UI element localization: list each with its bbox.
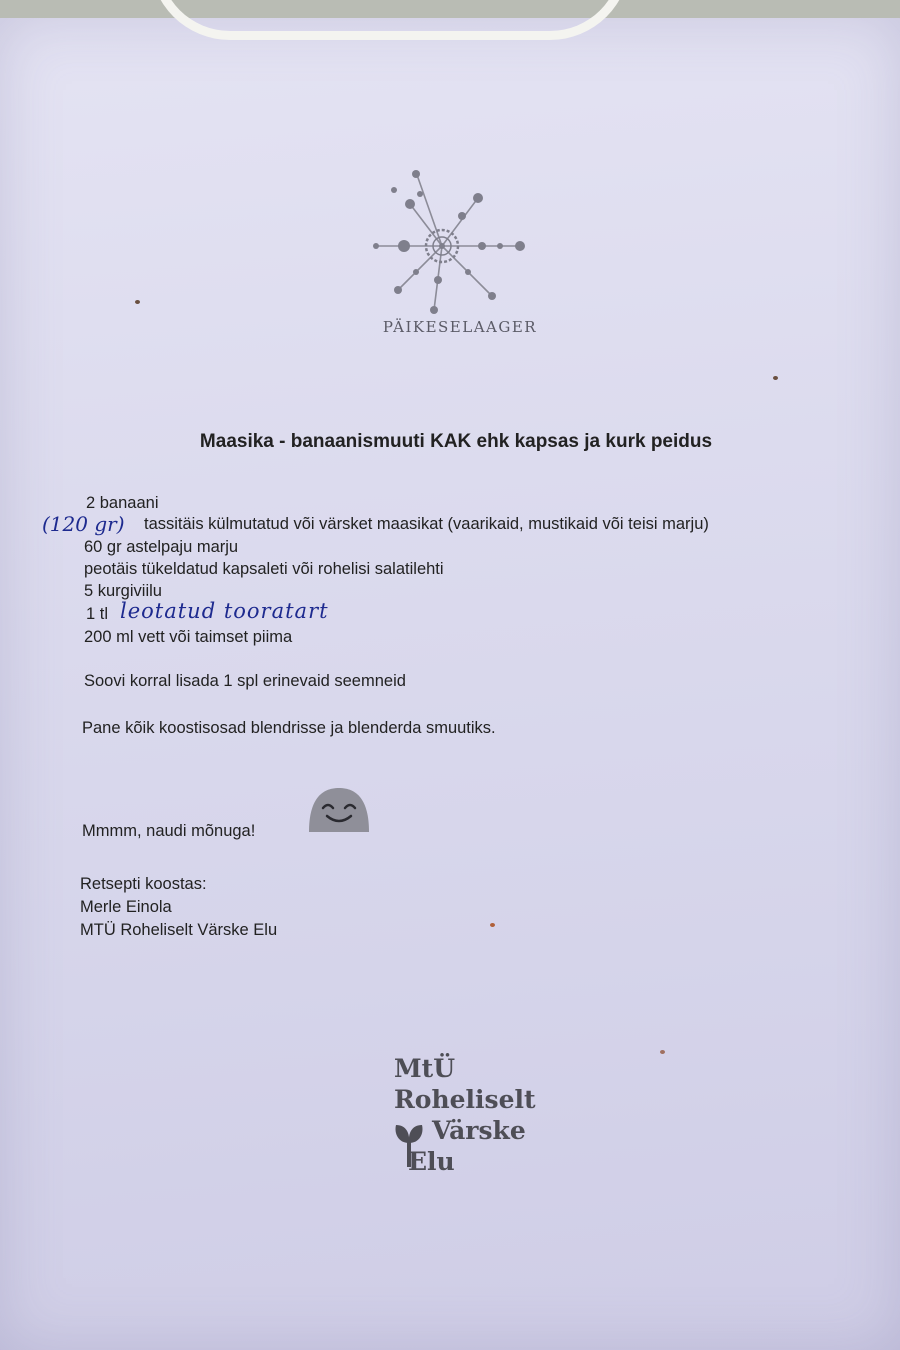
author-label: Retsepti koostas:	[80, 875, 207, 893]
stamp-line: Värske	[432, 1116, 526, 1145]
power-cable	[150, 0, 630, 40]
instructions: Pane kõik koostisosad blendrisse ja blenderda smuutiks.	[82, 719, 496, 737]
paper-speck	[135, 300, 140, 304]
camp-brand-name: PÄIKESELAAGER	[382, 318, 538, 336]
stamp-line: Elu	[408, 1147, 455, 1176]
paper-speck	[660, 1050, 665, 1054]
author-name: Merle Einola	[80, 898, 172, 916]
author-organization: MTÜ Roheliselt Värske Elu	[80, 921, 278, 939]
stamp-line: Roheliselt	[394, 1085, 536, 1114]
smiley-face-icon	[305, 784, 373, 836]
ingredient-line: 2 banaani	[86, 494, 159, 512]
recipe-title: Maasika - banaanismuuti KAK ehk kapsas ja kurk peidus	[199, 431, 713, 452]
paper-speck	[773, 376, 778, 380]
recipe-sheet	[0, 18, 900, 1350]
ingredient-line: 5 kurgiviilu	[84, 582, 162, 600]
organization-stamp	[390, 1053, 540, 1203]
ingredient-line: 60 gr astelpaju marju	[84, 538, 239, 556]
closing-line: Mmmm, naudi mõnuga!	[82, 822, 256, 840]
paper-speck	[490, 923, 495, 927]
ingredient-line: 1 tl	[86, 605, 109, 623]
ingredient-line: peotäis tükeldatud kapsaleti või rohelisi salatilehti	[84, 560, 444, 578]
optional-note: Soovi korral lisada 1 spl erinevaid seemneid	[84, 672, 406, 690]
ingredient-line: 200 ml vett või taimset piima	[84, 628, 293, 646]
handwritten-amount-note: (120 gr)	[42, 512, 125, 536]
handwritten-ingredient-note: leotatud tooratart	[120, 599, 329, 623]
sun-network-icon	[370, 168, 540, 318]
ingredient-line: tassitäis külmutatud või värsket maasikat (vaarikaid, mustikaid või teisi marju)	[144, 515, 709, 533]
stamp-line: MtÜ	[394, 1054, 456, 1083]
